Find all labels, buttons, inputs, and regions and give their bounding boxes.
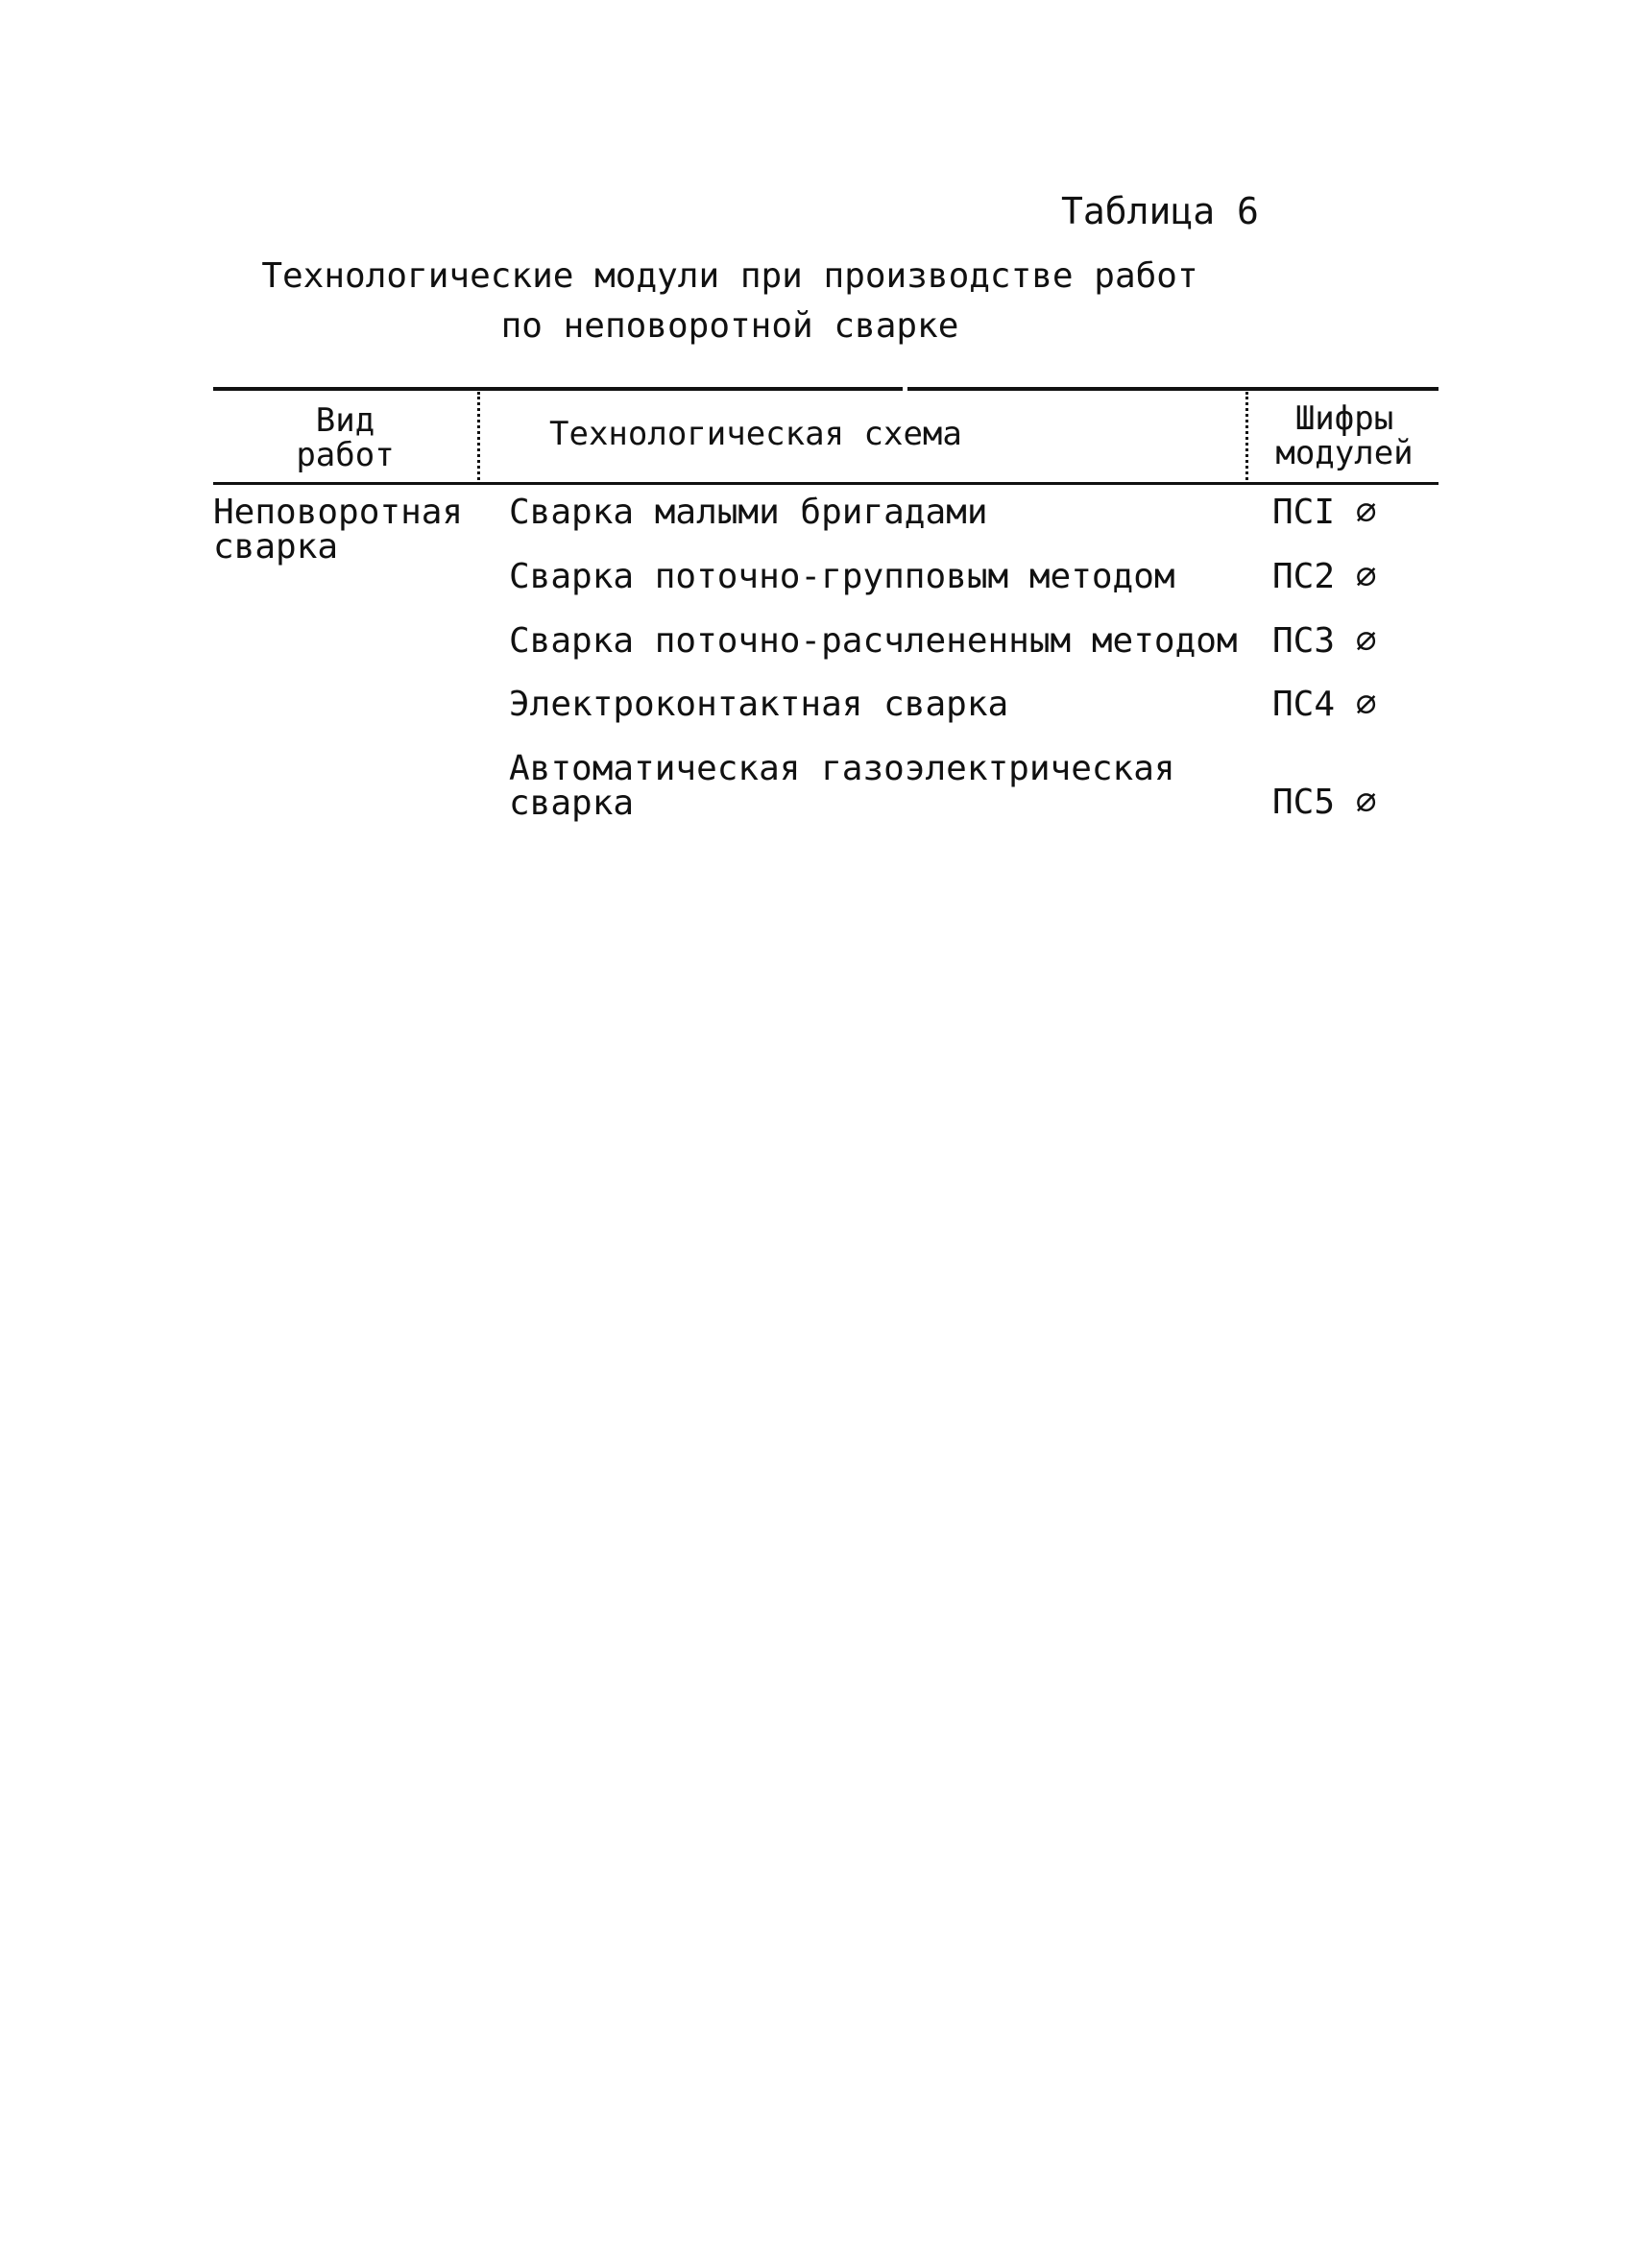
scheme-cell-row-2: Сварка поточно-групповым методом bbox=[509, 557, 1175, 596]
scheme-cell-row-5 bbox=[509, 749, 1175, 823]
scheme-row-5-line-1: Автоматическая газоэлектрическая bbox=[509, 749, 1175, 788]
code-cell-row-2: ПС2 ∅ bbox=[1272, 557, 1377, 596]
scheme-row-5-line-2: сварка bbox=[509, 784, 635, 823]
table-title-line-1: Технологические модули при производстве работ bbox=[261, 256, 1198, 296]
code-cell-row-3: ПС3 ∅ bbox=[1272, 621, 1377, 661]
header-codes-line-2: модулей bbox=[1275, 434, 1414, 472]
header-codes-line-1: Шифры bbox=[1294, 399, 1394, 438]
header-kind-line-1: Вид bbox=[315, 401, 375, 440]
header-technological-scheme: Технологическая схема bbox=[549, 415, 962, 453]
scheme-cell-row-4: Электроконтактная сварка bbox=[509, 685, 1009, 724]
header-kind-line-2: работ bbox=[296, 436, 395, 474]
header-module-codes bbox=[1248, 401, 1440, 470]
code-cell-row-5: ПС5 ∅ bbox=[1272, 783, 1377, 822]
table-title-line-2: по неповоротной сварке bbox=[500, 306, 959, 346]
table-header-rule bbox=[213, 482, 1438, 485]
kind-of-work-line-2: сварка bbox=[213, 527, 339, 567]
kind-of-work-cell bbox=[213, 495, 463, 565]
scheme-cell-row-3: Сварка поточно-расчлененным методом bbox=[509, 621, 1238, 661]
kind-of-work-line-1: Неповоротная bbox=[213, 493, 464, 532]
header-kind-of-work bbox=[213, 403, 477, 472]
table-top-rule-left bbox=[213, 387, 903, 391]
table-title bbox=[211, 252, 1248, 351]
table-top-rule-right bbox=[907, 387, 1438, 391]
scheme-cell-row-1: Сварка малыми бригадами bbox=[509, 493, 988, 532]
code-cell-row-1: ПСI ∅ bbox=[1272, 493, 1377, 532]
code-cell-row-4: ПС4 ∅ bbox=[1272, 685, 1377, 724]
table-number: Таблица 6 bbox=[1061, 190, 1259, 232]
